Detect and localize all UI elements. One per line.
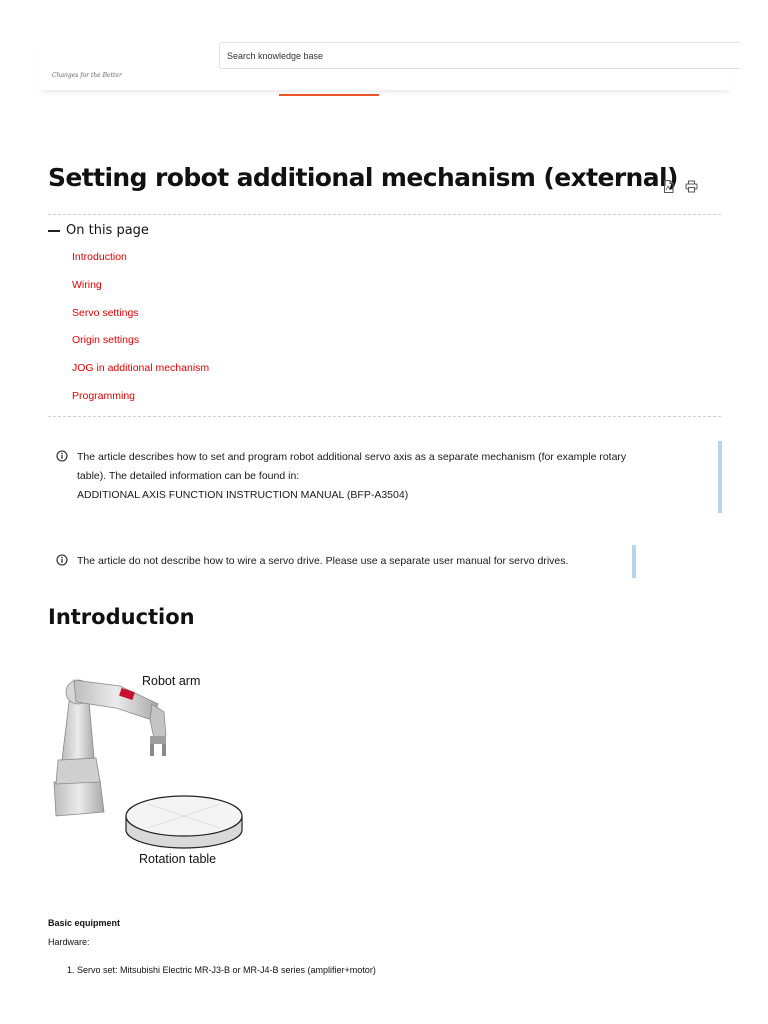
info-line: The article do not describe how to wire a servo drive. Please use a separate user manual for servo drives. [77,555,569,567]
info-panel-wiring [56,552,638,580]
pdf-export-icon[interactable] [662,180,675,193]
toc-link-jog[interactable]: JOG in additional mechanism [72,362,210,375]
toc-link-wiring[interactable]: Wiring [72,278,102,291]
brand-tagline: Changes for the Better [52,72,122,79]
toc-link-origin-settings[interactable]: Origin settings [72,334,140,347]
toc-heading: On this page [66,223,149,238]
active-nav-indicator [279,94,379,96]
toc-bottom-divider [48,416,721,417]
list-item: 1. Servo set: Mitsubishi Electric MR-J3-B or MR-J4-B series (amplifier+motor) [77,965,376,975]
basic-equipment-heading: Basic equipment [48,918,121,928]
label-robot-arm: Robot arm [142,674,201,688]
label-rotation-table: Rotation table [139,852,217,866]
info-icon [56,553,68,565]
toc-item [72,361,209,389]
info-panel-manual [56,448,722,514]
toc-item [72,333,209,361]
info-text [77,552,637,571]
robot-rotation-table-figure [48,664,248,874]
toc-top-divider [48,214,721,215]
toc-link-servo-settings[interactable]: Servo settings [72,306,139,319]
info-icon [56,449,68,461]
toc-item [72,306,209,334]
info-line: ADDITIONAL AXIS FUNCTION INSTRUCTION MANUAL (BFP-A3504) [77,489,409,501]
print-icon[interactable] [685,180,698,193]
info-accent-bar [718,441,722,513]
toc-item [72,278,209,306]
info-line: table). The detailed information can be found in: [77,470,300,482]
site-header [38,38,732,90]
toc-link-introduction[interactable]: Introduction [72,251,127,263]
collapse-minus-icon [48,230,60,232]
hardware-list [64,965,376,975]
info-accent-bar [632,545,636,578]
search-input[interactable] [220,43,740,68]
info-text [77,448,707,505]
toc-item [72,250,209,278]
hardware-label: Hardware: [48,937,90,947]
toc-link-programming[interactable]: Programming [72,389,136,402]
toc-item [72,389,209,417]
info-line: The article describes how to set and program robot additional servo axis as a separate mechanism (for example rotary [77,451,627,463]
toc-list [72,250,209,417]
page-title: Setting robot additional mechanism (external) [48,163,678,192]
section-heading-introduction: Introduction [48,605,195,629]
search-box[interactable] [219,42,740,69]
title-actions [662,180,698,193]
robot-illustration [48,664,248,874]
toc-toggle[interactable] [48,223,149,238]
